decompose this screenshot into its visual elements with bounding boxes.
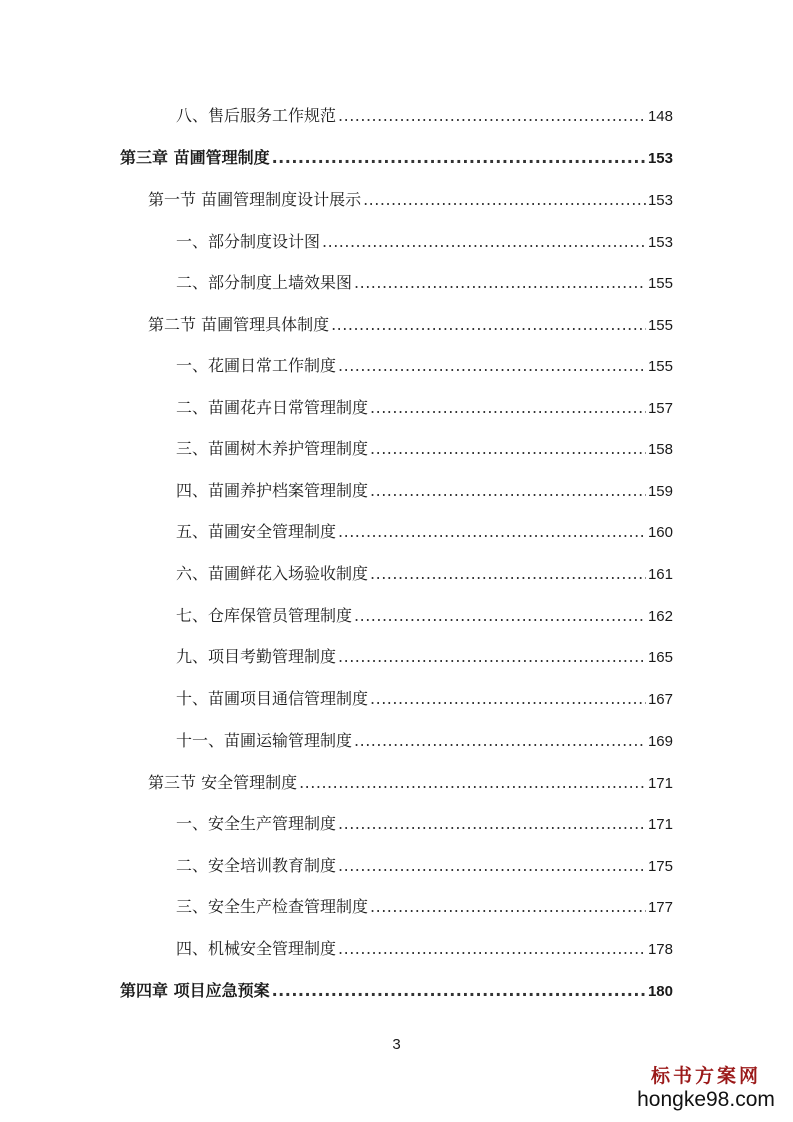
dot-leader (338, 937, 646, 961)
toc-entry-page: 148 (647, 108, 673, 125)
toc-entry-page: 175 (647, 858, 673, 875)
toc-entry-page: 171 (647, 816, 673, 833)
toc-entry[interactable] (176, 937, 673, 961)
toc-entry-label: 十、苗圃项目通信管理制度 (176, 689, 369, 708)
toc-entry-label: 五、苗圃安全管理制度 (176, 522, 337, 541)
toc-entry[interactable] (176, 354, 673, 378)
toc-entry-label: 八、售后服务工作规范 (176, 106, 337, 125)
toc-entry-page: 167 (647, 691, 673, 708)
toc-entry-label: 三、苗圃树木养护管理制度 (176, 439, 369, 458)
dot-leader (354, 271, 646, 295)
toc-entry[interactable] (176, 812, 673, 836)
toc-entry-page: 178 (647, 941, 673, 958)
toc-entry-page: 155 (647, 317, 673, 334)
toc-entry-label: 二、部分制度上墙效果图 (176, 273, 353, 292)
toc-entry[interactable] (176, 230, 673, 254)
dot-leader (370, 687, 646, 711)
toc-entry-page: 158 (647, 441, 673, 458)
dot-leader (370, 396, 646, 420)
toc-entry-page: 180 (647, 983, 673, 1000)
dot-leader (354, 604, 646, 628)
watermark-text-cn: 标书方案网 (650, 1065, 761, 1087)
toc-entry-label: 二、安全培训教育制度 (176, 856, 337, 875)
toc-entry-page: 153 (647, 234, 673, 251)
page-number: 3 (392, 1036, 401, 1053)
toc-entry-label: 二、苗圃花卉日常管理制度 (176, 398, 369, 417)
dot-leader (363, 188, 646, 212)
toc-entry[interactable] (176, 562, 673, 586)
toc-entry[interactable] (176, 104, 673, 128)
toc-entry-page: 153 (647, 150, 673, 167)
dot-leader (370, 895, 646, 919)
toc-section-entry[interactable] (148, 188, 673, 212)
dot-leader (272, 979, 646, 1003)
toc-entry-label: 第二节 苗圃管理具体制度 (148, 315, 330, 334)
toc-entry-label: 四、苗圃养护档案管理制度 (176, 481, 369, 500)
dot-leader (338, 854, 646, 878)
toc-entry-page: 165 (647, 649, 673, 666)
dot-leader (370, 562, 646, 586)
toc-section-entry[interactable] (148, 313, 673, 337)
toc-chapter-entry[interactable] (120, 146, 673, 170)
dot-leader (272, 146, 646, 170)
toc-section-entry[interactable] (148, 771, 673, 795)
dot-leader (370, 479, 646, 503)
toc-entry-page: 155 (647, 358, 673, 375)
toc-entry-label: 七、仓库保管员管理制度 (176, 606, 353, 625)
toc-chapter-entry[interactable] (120, 979, 673, 1003)
dot-leader (338, 520, 646, 544)
toc-entry[interactable] (176, 271, 673, 295)
toc-entry[interactable] (176, 895, 673, 919)
toc-entry[interactable] (176, 645, 673, 669)
toc-entry-page: 171 (647, 775, 673, 792)
toc-entry-label: 一、部分制度设计图 (176, 232, 321, 251)
toc-entry-page: 153 (647, 192, 673, 209)
watermark-text-en: hongke98.com (637, 1088, 775, 1111)
dot-leader (299, 771, 646, 795)
dot-leader (338, 104, 646, 128)
dot-leader (370, 437, 646, 461)
dot-leader (338, 812, 646, 836)
toc-entry-label: 第三节 安全管理制度 (148, 773, 298, 792)
toc-entry-page: 155 (647, 275, 673, 292)
site-watermark (631, 1064, 781, 1112)
toc-entry-label: 四、机械安全管理制度 (176, 939, 337, 958)
toc-entry-label: 九、项目考勤管理制度 (176, 647, 337, 666)
toc-entry-page: 162 (647, 608, 673, 625)
toc-entry-label: 一、花圃日常工作制度 (176, 356, 337, 375)
dot-leader (338, 645, 646, 669)
toc-entry-page: 161 (647, 566, 673, 583)
toc-entry-label: 十一、苗圃运输管理制度 (176, 731, 353, 750)
toc-entry-page: 159 (647, 483, 673, 500)
toc-entry[interactable] (176, 604, 673, 628)
toc-entry-page: 160 (647, 524, 673, 541)
toc-entry[interactable] (176, 729, 673, 753)
toc-entry-label: 六、苗圃鲜花入场验收制度 (176, 564, 369, 583)
toc-entry[interactable] (176, 520, 673, 544)
toc-entry-page: 169 (647, 733, 673, 750)
toc-entry-label: 一、安全生产管理制度 (176, 814, 337, 833)
toc-entry-page: 157 (647, 400, 673, 417)
dot-leader (338, 354, 646, 378)
toc-entry-label: 三、安全生产检查管理制度 (176, 897, 369, 916)
toc-entry[interactable] (176, 854, 673, 878)
dot-leader (322, 230, 646, 254)
toc-entry-label: 第一节 苗圃管理制度设计展示 (148, 190, 362, 209)
toc-entry[interactable] (176, 396, 673, 420)
toc-entry[interactable] (176, 479, 673, 503)
toc-entry[interactable] (176, 437, 673, 461)
dot-leader (331, 313, 646, 337)
toc-entry-label: 第三章 苗圃管理制度 (120, 148, 270, 167)
toc-entry-page: 177 (647, 899, 673, 916)
toc-entry[interactable] (176, 687, 673, 711)
dot-leader (354, 729, 646, 753)
toc-entry-label: 第四章 项目应急预案 (120, 981, 270, 1000)
